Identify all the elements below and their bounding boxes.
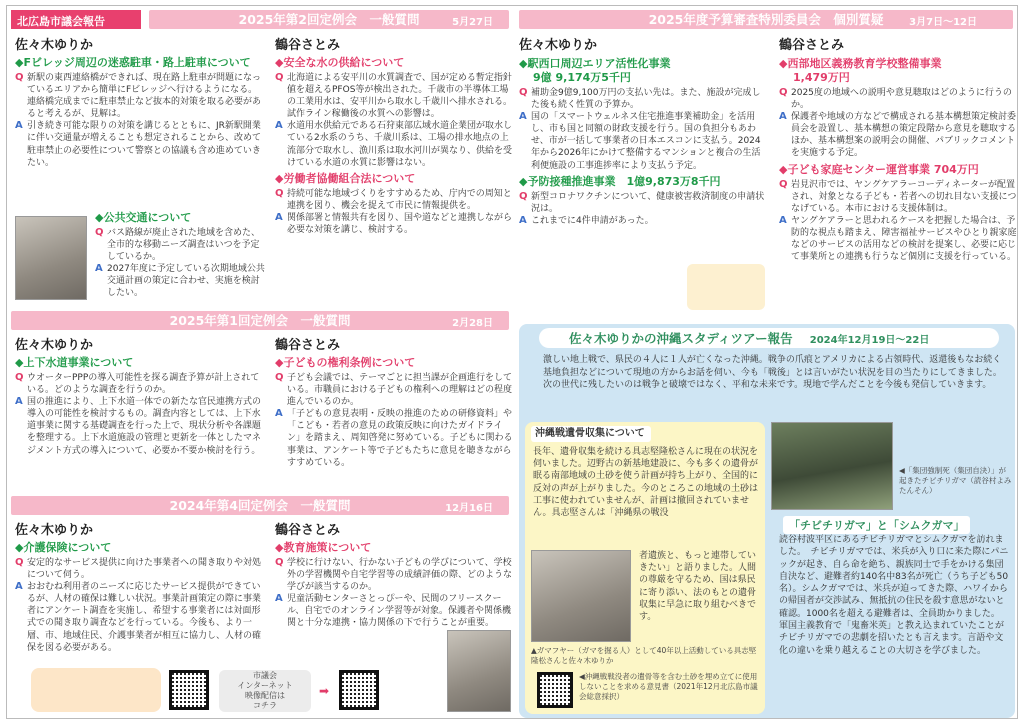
- answer: A 引き続き可能な限りの対策を講じるとともに、JR新駅開業に伴い交通量が増えることも想定されることから、改めて駐車禁止の必要性について警察との協議も含め進めていきたい。: [15, 120, 265, 168]
- note-line: 市議会: [253, 671, 277, 680]
- cave-caption: ◀「集団強制死（集団自決）」が起きたチビチリガマ（読谷村よみたんそん）: [899, 466, 1012, 495]
- qr-code[interactable]: [169, 670, 209, 710]
- question: Q 安定的なサービス提供に向けた事業者への聞き取りや対処について伺う。: [15, 557, 265, 581]
- session-title: 2025年第1回定例会 一般質問: [169, 313, 351, 328]
- member-photo: [447, 630, 511, 712]
- answer: A これまでに4件申請があった。: [519, 215, 679, 227]
- okinawa-intro: 激しい地上戦で、県民の４人に１人が亡くなった沖縄。戦争の爪痕とアメリカによる占領時代、返還後もなお続く基地負担などについて現地の方からお話を伺い、今も「戦後」とは言いがたい状況を目の当たりにしてきました。次の世代に残したいのは戦争と破壊ではなく、平和な未来です。現地で学んだことを今後も発信していきます。: [543, 355, 1002, 390]
- committee-date: 3月7日～12日: [909, 17, 977, 28]
- okinawa-date: 2024年12月19日～22日: [809, 335, 930, 346]
- cave-photo: [771, 422, 893, 510]
- answer: A 関係部署と情報共有を図り、国や道などと連携しながら必要な対策を講じ、検討する。: [275, 212, 513, 236]
- member-name: 佐々木ゆりか: [519, 38, 598, 53]
- member-name: 鶴谷さとみ: [275, 38, 341, 53]
- question: Q 新型コロナワクチンについて、健康被害救済制度の申請状況は。: [519, 191, 769, 215]
- answer: A おおむね利用者のニーズに応じたサービス提供ができているが、人材の確保は難しい状況。事業計画策定の際に事業者にアンケート調査を実施し、希望する事業者には対面形式での聞き取り調査などを行っている。今後も、より一層、市、地域住民、介護事業者が相互に協力し、人材の確保を図る必要がある。: [15, 581, 265, 654]
- vaccination-illustration: [687, 264, 765, 310]
- session-date: 2月28日: [452, 318, 493, 329]
- member-name: 鶴谷さとみ: [779, 38, 845, 53]
- budget-amount: 1,479万円: [793, 71, 850, 84]
- session-band-2025-1: [11, 311, 509, 330]
- question: Q 北海道による安平川の水質調査で、国が定める暫定指針値を超えるPFOS等が検出された。千歳市の半導体工場の工業用水は、安平川から取水し千歳川へ排水される。試作ライン稼働後の水質への影響は。: [275, 72, 513, 120]
- session-date: 5月27日: [452, 17, 493, 28]
- question: Q 補助金9億9,100万円の支払い先は。また、施設が完成した後も続く性質の予算か。: [519, 87, 769, 111]
- iko-text: 長年、遺骨収集を続ける具志堅隆松さんに現在の状況を伺いました。辺野古の新基地建設に、今も多くの遺骨が眠る南部地域の土砂を使う計画が持ち上がり、全国的に反対の声が上がりました。今のところこの地域の土砂は工事に使われていませんが、計画は撤回されていません。具志堅さんは「沖縄県の戦没: [533, 447, 759, 519]
- question: Q 持続可能な地域づくりをすすめるため、庁内での周知と連携を図り、機会を捉えて市民に情報提供を。: [275, 188, 513, 212]
- topic-title: ◆予防接種推進事業 1億9,873万8千円: [519, 174, 721, 188]
- s2-left-column: [15, 334, 265, 457]
- s1-right-column: [275, 34, 513, 236]
- iko-photo: [531, 550, 631, 642]
- topic-title: ◆上下水道事業について: [15, 356, 134, 369]
- internet-stream-note: [219, 670, 311, 712]
- newsletter-page: [6, 5, 1018, 719]
- okinawa-title: 佐々木ゆりかの沖縄スタディツアー報告: [569, 331, 793, 346]
- session-title: 2025年第2回定例会 一般質問: [238, 12, 420, 27]
- question: Q 学校に行けない、行かない子どもの学びについて、学校外の学習機関や自宅学習等の成績評価の際、どのような学びが該当するのか。: [275, 557, 513, 593]
- topic-title: ◆Fビレッジ周辺の迷惑駐車・路上駐車について: [15, 56, 251, 69]
- budget-committee-band: [519, 10, 1013, 29]
- note-line: コチラ: [253, 701, 277, 710]
- qr-code[interactable]: [537, 672, 573, 708]
- question: Q 新駅の東西連絡橋ができれば、現在路上駐車が問題になっているエリアから簡単にFビレッジへ行けるようになる。連絡橋完成までに駐車禁止など抜本的対策を取る必要があると考えるが、見解は。: [15, 72, 265, 120]
- member-name: 佐々木ゆりか: [15, 523, 94, 538]
- budget-amount: 9億 9,174万5千円: [533, 71, 631, 84]
- topic-title: ◆労働者協働組合法について: [275, 171, 416, 185]
- answer: A 児童活動センターさとっぴーや、民間のフリースクール、自宅でのオンライン学習等が対象。保護者や関係機関と十分な連携・協力関係の下で行うことが重要。: [275, 593, 513, 629]
- question: Q バス路線が廃止された地域を含めた、全市的な移動ニーズ調査はいつを予定しているか。: [95, 227, 267, 263]
- question: Q ウオーターPPPの導入可能性を探る調査予算が計上されている。どのような調査を行うのか。: [15, 372, 265, 396]
- qr-code[interactable]: [339, 670, 379, 710]
- question: Q 岩見沢市では、ヤングケアラーコーディネーターが配置され、対象となる子ども・若者への切れ目ない支援につなげている。本市における支援体制は。: [779, 179, 1019, 215]
- member-name: 鶴谷さとみ: [275, 523, 341, 538]
- topic-title: ◆駅西口周辺エリア活性化事業: [519, 57, 671, 70]
- people-illustration: [31, 668, 161, 712]
- topic-title: ◆西部地区義務教育学校整備事業: [779, 57, 942, 70]
- answer: A 水道用水供給元である石狩東部広域水道企業団が取水している2水系のうち、千歳川系は、工場の排水地点の上流部分で取水し、漁川系は取水河川が異なり、供給を受けている水道の水質に影響はない。: [275, 120, 513, 168]
- iko-title: 沖縄戦遺骨収集について: [531, 426, 651, 442]
- committee-title: 2025年度予算審査特別委員会 個別質疑: [648, 12, 884, 27]
- topic-title: ◆子どもの権利条例について: [275, 356, 416, 369]
- question: Q 2025度の地域への説明や意見聴取はどのように行うのか。: [779, 87, 1019, 111]
- gama-title: 「チビチリガマ」と「シムクガマ」: [783, 516, 970, 534]
- topic-title: ◆安全な水の供給について: [275, 56, 405, 69]
- session-title: 2024年第4回定例会 一般質問: [169, 498, 351, 513]
- iko-photo-caption: ▲ガマフヤー（ガマを掘る人）として40年以上活動している具志堅隆松さんと佐々木ゆりか: [531, 646, 757, 665]
- s3-right-column: [275, 519, 513, 630]
- report-tag: 北広島市議会報告: [11, 10, 141, 29]
- session-band-2025-2: [149, 10, 509, 29]
- gama-text: 読谷村波平区にあるチビチリガマとシムクガマを訪れました。 チビチリガマでは、米兵が入り口に来た際にパニックが起き、自ら命を絶ち、親族同士で手をかける集団自決など、避難者約140名中83名が死亡（うち子ども50名）。シムクガマでは、米兵が迫ってきた際、ハワイからの帰国者が交渉試み、無抵抗の住民を殺す意思がないと確認。1000名を超える避難者は、全員助かりました。 軍国主義教育で「鬼畜米英」と教え込まれていたことがチビチリガマでの悲劇を招いたとも言えます。言語や文化の違いを乗り越えることの大切さを学びました。: [779, 535, 1009, 656]
- s3-left-column: [15, 519, 265, 654]
- s1-left-column: [15, 34, 265, 169]
- topic-title: ◆教育施策について: [275, 541, 372, 554]
- answer: A 国の推進により、上下水道一体での新たな官民連携方式の導入の可能性を検討するもの。調査内容としては、上下水道事業に関する基礎調査を行った上で、現状分析や各課題を整理する。上下水道施設の管理と更新を一体としたマネジメント方式の導入について、必要か不要か検討を行う。: [15, 396, 265, 456]
- answer: A 国の「スマートウェルネス住宅推進事業補助金」を活用し、市も国と同額の財政支援を行う。国の負担分もあわせ、市が一括して事業者の日本エスコンに支払う。2024年から2026年にかけて整備するマンションと複合の生活利便施設の工事進捗率により支払う予定。: [519, 111, 769, 171]
- s2-right-column: [275, 334, 513, 469]
- member-name: 佐々木ゆりか: [15, 338, 94, 353]
- answer: A ヤングケアラーと思われるケースを把握した場合は、予防的な視点も踏まえ、障害福祉サービスやひとり親家庭などのサービスの活用などの検討を提案し、必要に応じて事業所との連携も行うなど個別に支援を行っている。: [779, 215, 1019, 263]
- note-line: インターネット: [237, 681, 293, 690]
- okinawa-title-bar: [539, 328, 999, 348]
- topic-title: ◆子ども家庭センター運営事業 704万円: [779, 162, 979, 176]
- s4-right-column: [779, 34, 1019, 263]
- topic-title: ◆公共交通について: [95, 211, 192, 224]
- session-date: 12月16日: [445, 503, 493, 514]
- question: Q 子ども会議では、テーマごとに担当課が企画進行をしている。市職員における子どもの権利への理解はどの程度進んでいるのか。: [275, 372, 513, 408]
- session-band-2024-4: [11, 496, 509, 515]
- topic-title: ◆介護保険について: [15, 541, 112, 554]
- member-name: 鶴谷さとみ: [275, 338, 341, 353]
- member-photo: [15, 216, 87, 300]
- arrow-right-icon: ➡: [319, 684, 330, 698]
- note-line: 映像配信は: [245, 691, 285, 700]
- answer: A 保護者や地域の方などで構成される基本構想策定検討委員会を設置し、基本構想の策定段階から意見を聴取するほか、基本構想案の説明会の開催、パブリックコメントを実施する予定。: [779, 111, 1019, 159]
- s4-left-column: [519, 34, 769, 227]
- member-name: 佐々木ゆりか: [15, 38, 94, 53]
- qr-caption: ◀沖縄戦戦没者の遺骨等を含む土砂を埋め立てに使用しないことを求める意見書（2021年12月北広島市議会総意採択）: [579, 672, 758, 701]
- answer: A 2027年度に予定している次期地域公共交通計画の策定に合わせ、実施を検討したい。: [95, 263, 267, 299]
- s1-left-transport: [95, 211, 267, 300]
- iko-text-continued: 者遺族と、もっと連帯していきたい」と語りました。人間の尊厳を守るため、国は県民に寄り添い、法のもとの遺骨収集に早急に取り組むべきです。: [639, 551, 757, 623]
- answer: A 「子どもの意見表明・反映の推進のための研修資料」や「こども・若者の意見の政策反映に向けたガイドライン」を踏まえ、周知啓発に努めている。子どもに関わる事業は、アンケート等で子どもたちに意見を聴きながらすすめている。: [275, 408, 513, 468]
